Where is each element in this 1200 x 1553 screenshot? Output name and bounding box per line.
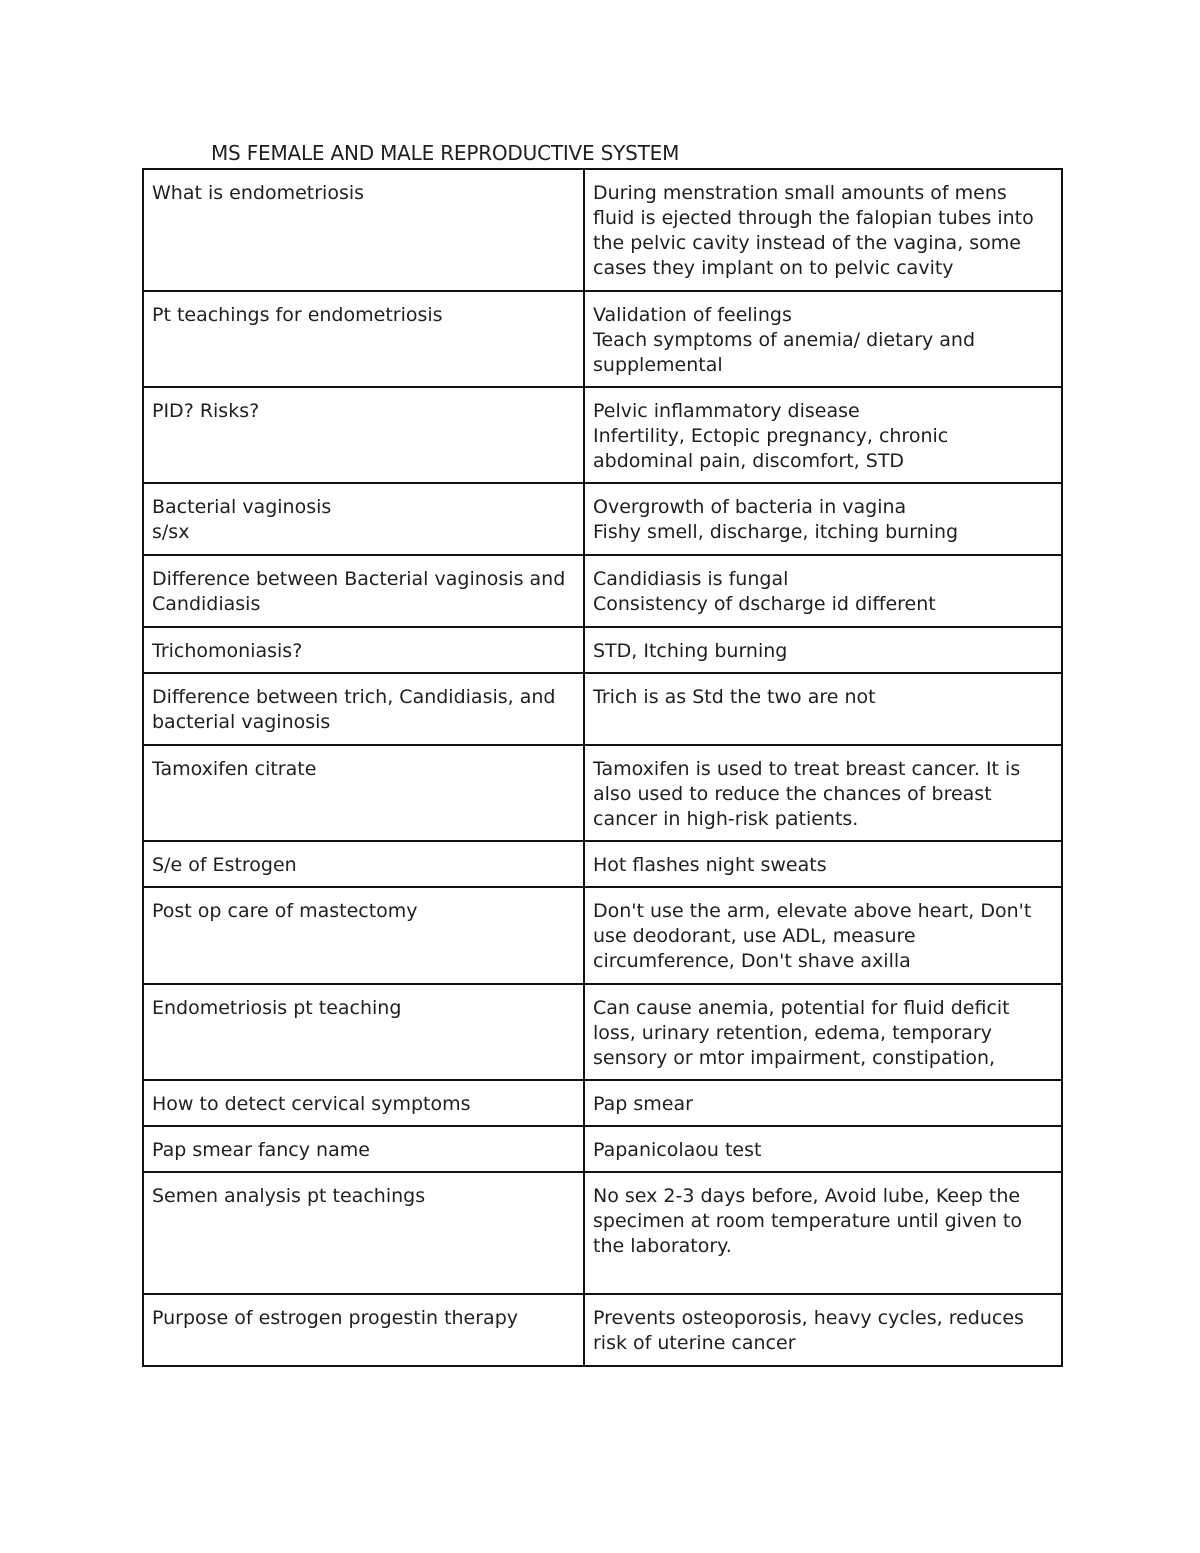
table-row (143, 387, 1062, 483)
question-cell (143, 984, 584, 1080)
answer-text: Candidiasis is fungal (593, 568, 789, 590)
answer-text: Validation of feelings (593, 304, 792, 326)
question-text: Purpose of estrogen progestin therapy (152, 1307, 519, 1329)
table-row (143, 1080, 1062, 1126)
answer-text: During menstration small amounts of mens fluid is ejected through the falopian tubes into the pelvic cavity instead of the vagina, some cases they implant on to pelvic cavity (593, 182, 1034, 279)
question-cell (143, 169, 584, 291)
answer-text: Pelvic inflammatory disease (593, 400, 860, 422)
answer-text: Hot flashes night sweats (593, 854, 827, 876)
table-row (143, 984, 1062, 1080)
question-cell (143, 1294, 584, 1366)
question-cell (143, 1172, 584, 1294)
answer-text: Papanicolaou test (593, 1139, 762, 1161)
answer-cell (584, 1126, 1062, 1172)
question-cell (143, 841, 584, 887)
answer-text: STD, Itching burning (593, 640, 788, 662)
answer-text: Fishy smell, discharge, itching burning (593, 521, 959, 543)
question-text: Post op care of mastectomy (152, 900, 418, 922)
table-row (143, 841, 1062, 887)
answer-text: No sex 2-3 days before, Avoid lube, Keep the specimen at room temperature until given to the laboratory. (593, 1185, 1023, 1257)
question-text: Pap smear fancy name (152, 1139, 370, 1161)
table-row (143, 483, 1062, 555)
page-title: MS FEMALE AND MALE REPRODUCTIVE SYSTEM (211, 141, 680, 165)
question-text: What is endometriosis (152, 182, 365, 204)
question-text: Difference between Bacterial vaginosis and Candidiasis (152, 568, 566, 615)
question-text: Bacterial vaginosis (152, 496, 332, 518)
table-row (143, 887, 1062, 984)
answer-cell (584, 984, 1062, 1080)
answer-text: Consistency of dscharge id different (593, 593, 936, 615)
answer-text: Trich is as Std the two are not (593, 686, 876, 708)
answer-text: Can cause anemia, potential for fluid deficit loss, urinary retention, edema, temporary sensory or mtor impairment, constipation, (593, 997, 1010, 1069)
question-cell (143, 887, 584, 984)
question-text: Trichomoniasis? (152, 640, 303, 662)
answer-cell (584, 1080, 1062, 1126)
question-cell (143, 483, 584, 555)
answer-cell (584, 555, 1062, 627)
answer-cell (584, 627, 1062, 673)
table-row (143, 1172, 1062, 1294)
question-text: Semen analysis pt teachings (152, 1185, 426, 1207)
question-text: s/sx (152, 521, 190, 543)
table-row (143, 169, 1062, 291)
question-text: Pt teachings for endometriosis (152, 304, 443, 326)
table-row (143, 745, 1062, 841)
table-row (143, 291, 1062, 387)
answer-cell (584, 291, 1062, 387)
answer-cell (584, 673, 1062, 745)
question-text: Difference between trich, Candidiasis, and bacterial vaginosis (152, 686, 556, 733)
answer-cell (584, 387, 1062, 483)
question-text: How to detect cervical symptoms (152, 1093, 471, 1115)
table-row (143, 1126, 1062, 1172)
question-cell (143, 1126, 584, 1172)
question-cell (143, 291, 584, 387)
qa-table (142, 168, 1063, 1367)
question-text: Endometriosis pt teaching (152, 997, 402, 1019)
question-cell (143, 627, 584, 673)
answer-text: Overgrowth of bacteria in vagina (593, 496, 907, 518)
answer-text: Teach symptoms of anemia/ dietary and supplemental (593, 329, 976, 376)
answer-text: Prevents osteoporosis, heavy cycles, reduces risk of uterine cancer (593, 1307, 1024, 1354)
answer-text: Pap smear (593, 1093, 693, 1115)
question-text: PID? Risks? (152, 400, 260, 422)
answer-cell (584, 483, 1062, 555)
answer-cell (584, 1172, 1062, 1294)
table-row (143, 555, 1062, 627)
question-cell (143, 745, 584, 841)
answer-cell (584, 1294, 1062, 1366)
question-text: S/e of Estrogen (152, 854, 297, 876)
answer-text: Tamoxifen is used to treat breast cancer. It is also used to reduce the chances of breast cancer in high-risk patients. (593, 758, 1021, 830)
answer-cell (584, 745, 1062, 841)
answer-text: Don't use the arm, elevate above heart, Don't use deodorant, use ADL, measure circumference, Don't shave axilla (593, 900, 1032, 972)
question-cell (143, 1080, 584, 1126)
answer-cell (584, 841, 1062, 887)
table-row (143, 673, 1062, 745)
answer-text: Infertility, Ectopic pregnancy, chronic abdominal pain, discomfort, STD (593, 425, 949, 472)
question-text: Tamoxifen citrate (152, 758, 317, 780)
table-row (143, 627, 1062, 673)
question-cell (143, 555, 584, 627)
question-cell (143, 673, 584, 745)
question-cell (143, 387, 584, 483)
answer-cell (584, 169, 1062, 291)
table-row (143, 1294, 1062, 1366)
answer-cell (584, 887, 1062, 984)
